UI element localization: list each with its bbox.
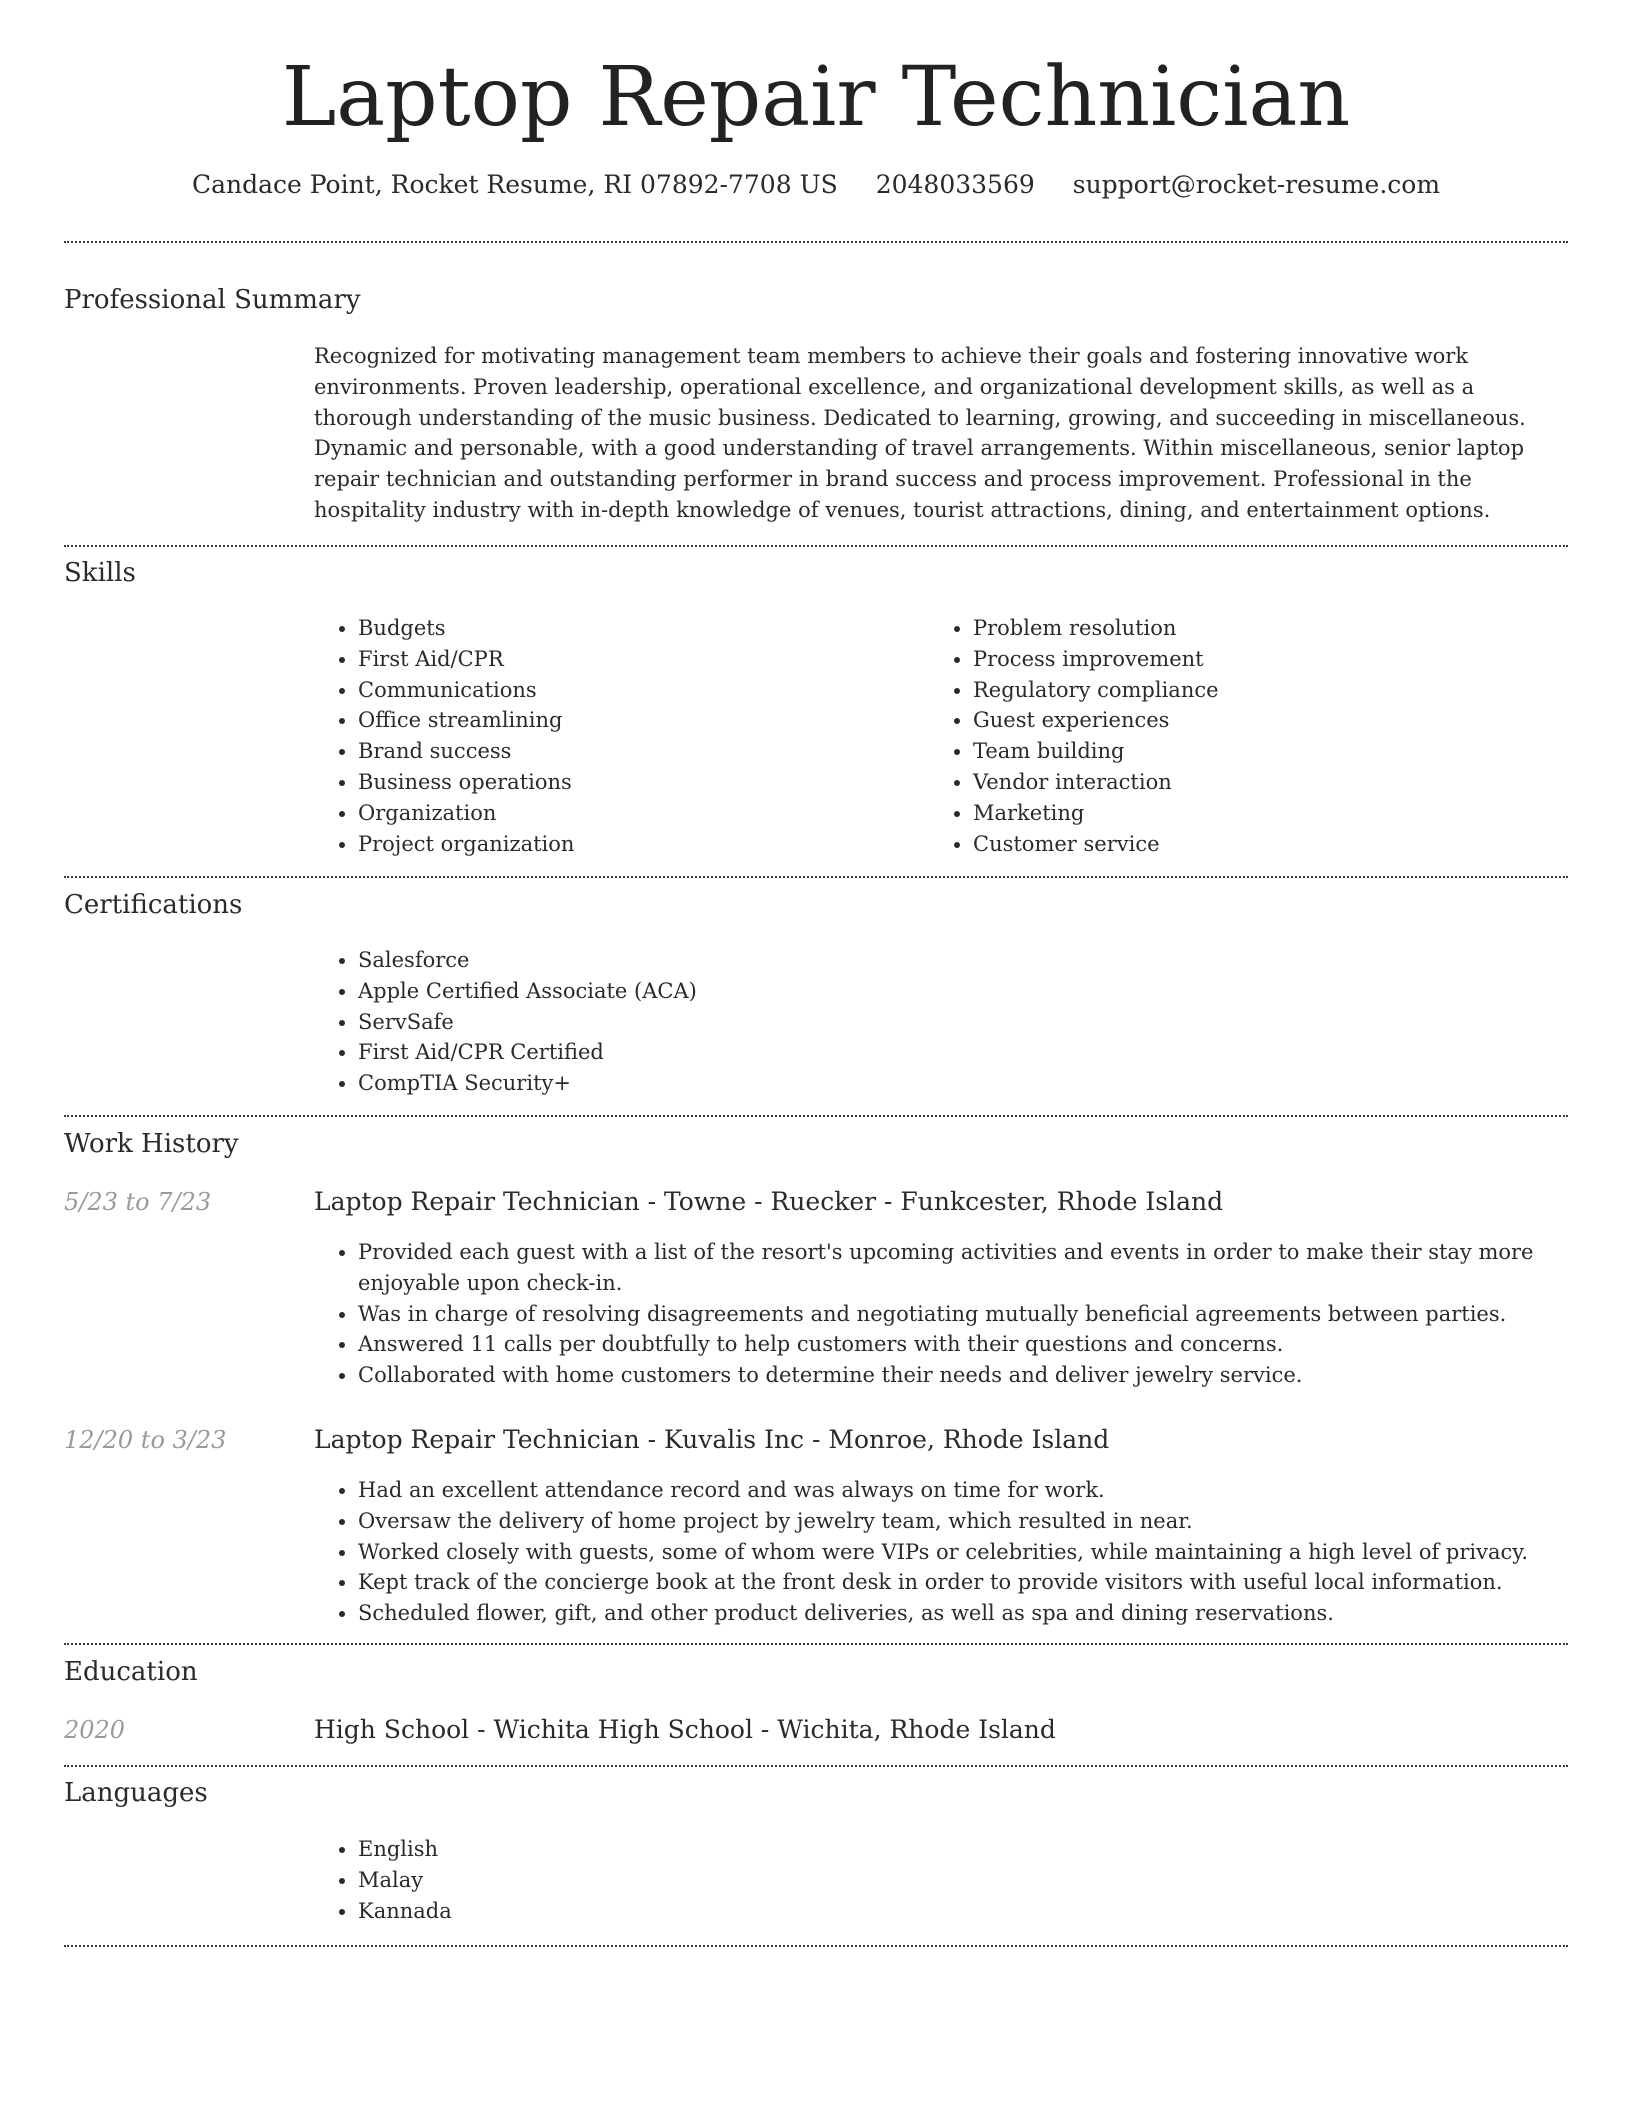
section-title-summary: Professional Summary: [64, 285, 361, 315]
skill-item: • Process improvement: [973, 644, 1533, 675]
certification-item: • ServSafe: [358, 1007, 1558, 1038]
skill-item: • Customer service: [973, 829, 1533, 860]
skill-item: • Communications: [358, 675, 918, 706]
certification-item: • First Aid/CPR Certified: [358, 1037, 1558, 1068]
job-bullet: • Was in charge of resolving disagreements and negotiating mutually beneficial agreements between parties.: [358, 1299, 1566, 1330]
skill-item: • Office streamlining: [358, 705, 918, 736]
job-heading: Laptop Repair Technician - Kuvalis Inc - Monroe, Rhode Island: [314, 1425, 1110, 1454]
skills-list-right: [929, 613, 1533, 859]
job-bullet: • Provided each guest with a list of the resort's upcoming activities and events in order to make their stay more enjoyable upon check-in.: [358, 1237, 1566, 1299]
job-bullet: • Worked closely with guests, some of whom were VIPs or celebrities, while maintaining a high level of privacy.: [358, 1537, 1566, 1568]
job-bullet: • Answered 11 calls per doubtfully to help customers with their questions and concerns.: [358, 1329, 1566, 1360]
skill-item: • Brand success: [358, 736, 918, 767]
skill-item: • Business operations: [358, 767, 918, 798]
divider: [64, 1945, 1568, 1947]
contact-phone: 2048033569: [875, 170, 1035, 199]
skill-item: • Guest experiences: [973, 705, 1533, 736]
section-title-certifications: Certifications: [64, 890, 243, 920]
divider: [64, 241, 1568, 243]
contact-email: support@rocket-resume.com: [1072, 170, 1441, 199]
section-title-work-history: Work History: [64, 1129, 239, 1159]
job-bullet: • Collaborated with home customers to determine their needs and deliver jewelry service.: [358, 1360, 1566, 1391]
certifications-list: [314, 945, 1558, 1099]
certification-item: • CompTIA Security+: [358, 1068, 1558, 1099]
job-bullet: • Oversaw the delivery of home project by jewelry team, which resulted in near.: [358, 1506, 1566, 1537]
education-heading: High School - Wichita High School - Wichita, Rhode Island: [314, 1715, 1056, 1744]
skill-item: • Team building: [973, 736, 1533, 767]
job-bullet: • Scheduled flower, gift, and other product deliveries, as well as spa and dining reservations.: [358, 1598, 1566, 1629]
divider: [64, 876, 1568, 878]
skill-item: • Vendor interaction: [973, 767, 1533, 798]
skills-list-left: [314, 613, 918, 859]
languages-list: [314, 1834, 1558, 1926]
job-dates: 12/20 to 3/23: [64, 1426, 227, 1454]
divider: [64, 1765, 1568, 1767]
divider: [64, 1115, 1568, 1117]
resume-name: Laptop Repair Technician: [281, 50, 1351, 145]
skill-item: • Organization: [358, 798, 918, 829]
skill-item: • Problem resolution: [973, 613, 1533, 644]
job-bullet: • Kept track of the concierge book at the front desk in order to provide visitors with useful local information.: [358, 1567, 1566, 1598]
divider: [64, 1643, 1568, 1645]
language-item: • English: [358, 1834, 1558, 1865]
contact-line: [0, 168, 1632, 202]
contact-address: Candace Point, Rocket Resume, RI 07892-7708 US: [191, 170, 838, 199]
certification-item: • Apple Certified Associate (ACA): [358, 976, 1558, 1007]
divider: [64, 545, 1568, 547]
education-year: 2020: [64, 1716, 126, 1744]
language-item: • Kannada: [358, 1896, 1558, 1927]
skill-item: • Budgets: [358, 613, 918, 644]
section-title-skills: Skills: [64, 558, 136, 588]
job-bullet: • Had an excellent attendance record and was always on time for work.: [358, 1475, 1566, 1506]
summary-text: Recognized for motivating management team members to achieve their goals and fostering innovative work environments. Proven leadership, operational excellence, and organizational development skills, as well as a thorough understanding of the music business. Dedicated to learning, growing, and succeeding in miscellaneous. Dynamic and personable, with a good understanding of travel arrangements. Within miscellaneous, senior laptop repair technician and outstanding performer in brand success and process improvement. Professional in the hospitality industry with in-depth knowledge of venues, tourist attractions, dining, and entertainment options.: [314, 344, 1526, 522]
skill-item: • Marketing: [973, 798, 1533, 829]
job-bullets: [314, 1475, 1566, 1629]
section-title-education: Education: [64, 1657, 198, 1687]
section-title-languages: Languages: [64, 1778, 208, 1808]
language-item: • Malay: [358, 1865, 1558, 1896]
job-dates: 5/23 to 7/23: [64, 1188, 212, 1216]
skill-item: • First Aid/CPR: [358, 644, 918, 675]
job-heading: Laptop Repair Technician - Towne - Ruecker - Funkcester, Rhode Island: [314, 1187, 1224, 1216]
skill-item: • Project organization: [358, 829, 918, 860]
skill-item: • Regulatory compliance: [973, 675, 1533, 706]
job-bullets: [314, 1237, 1566, 1391]
certification-item: • Salesforce: [358, 945, 1558, 976]
